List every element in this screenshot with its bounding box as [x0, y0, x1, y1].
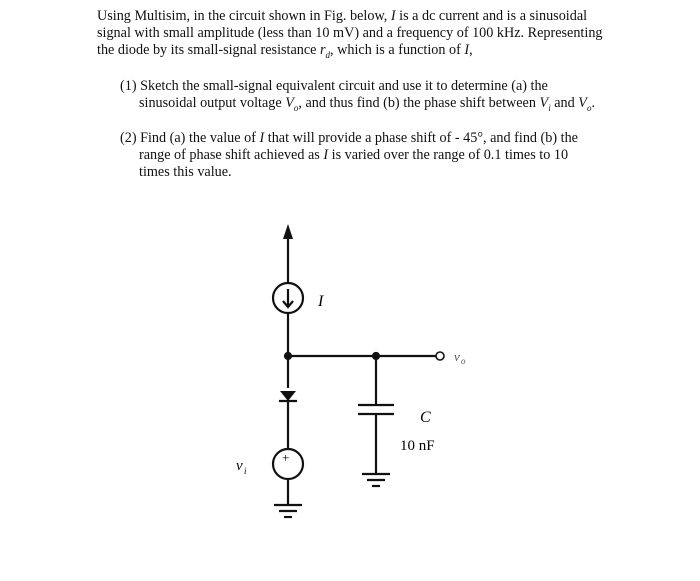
question-2: (2) Find (a) the value of I that will provide a phase shift of - 45°, and find (b) the range of phase shift achieved as I is varied over the range of 0.1 times to 10 times this value. — [120, 130, 578, 180]
cap-value: 10 nF — [400, 438, 435, 454]
problem-intro: Using Multisim, in the circuit shown in Fig. below, I is a dc current and is a sinusoidal signal with small amplitude (less than 10 mV) and a frequency of 100 kHz. Representing the diode by its small-signal resistance $r_d$, which is a function of I, — [97, 8, 603, 60]
question-1: (1) Sketch the small-signal equivalent circuit and use it to determine (a) the sinusoidal output voltage $V_o$, and thus find (b) the phase shift between $V_i$ and $V_o$. — [120, 78, 596, 113]
vin-label: v — [236, 458, 243, 474]
output-subscript: o — [461, 356, 466, 366]
plus-sign: + — [282, 450, 290, 465]
cap-label: C — [420, 409, 431, 426]
output-terminal — [436, 352, 444, 360]
output-label: v — [454, 349, 460, 364]
supply-arrow — [283, 224, 293, 239]
source-label: I — [318, 293, 324, 310]
vin-subscript: i — [244, 466, 247, 476]
diode-symbol — [280, 391, 296, 401]
